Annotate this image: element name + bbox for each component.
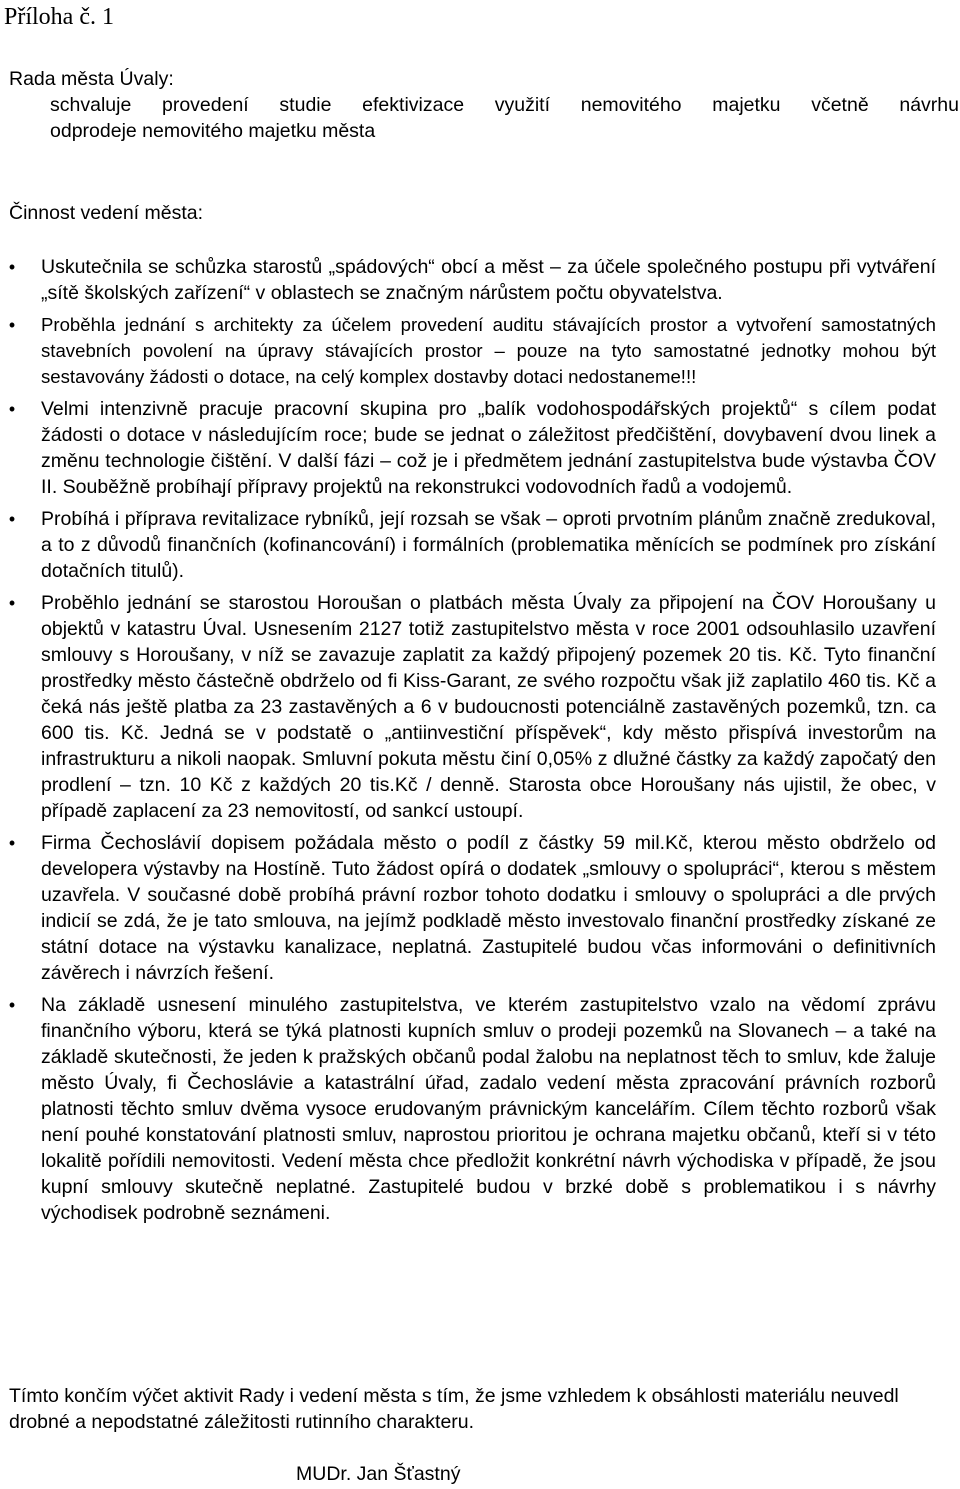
council-resolution-line-1: schvaluje provedení studie efektivizace využití nemovitého majetku včetně návrhu <box>50 94 959 116</box>
bullet-icon: • <box>8 833 16 853</box>
list-item <box>0 830 936 986</box>
list-item-text: Probíhá i příprava revitalizace rybníků, její rozsah se však – oproti prvotním plánům značně zredukoval, a to z důvodů finančních (kofinancování) i formálních (problematika měnících se podmínek pro získání dotačních titulů). <box>41 508 936 582</box>
list-item <box>0 590 936 824</box>
list-item-text: Proběhla jednání s architekty za účelem provedení auditu stávajících prostor a vytvoření samostatných stavebních povolení na úpravy stávajících prostor – pouze na tyto samostatné jednotky mohou být sestavovány žádosti o dotace, na celý komplex dostavby dotaci nedostaneme!!! <box>41 314 936 387</box>
list-item-text: Uskutečnila se schůzka starostů „spádových“ obcí a měst – za účele společného postupu při vytváření „sítě školských zařízení“ v oblastech se značným nárůstem počtu obyvatelstva. <box>41 256 936 304</box>
list-item-text: Velmi intenzivně pracuje pracovní skupina pro „balík vodohospodářských projektů“ s cílem podat žádosti o dotace v následujícím roce; bude se jednat o záležitost předčištění, dovybavení dvou linek a změnu technologie čištění. V další fázi – což je i předmětem jednání zastupitelstva bude výstavba ČOV II. Souběžně probíhají přípravy projektů na rekonstrukci vodovodních řadů a vodojemů. <box>41 398 936 498</box>
council-resolution <box>50 92 959 144</box>
list-item <box>0 396 936 500</box>
list-item <box>0 312 936 390</box>
signature: MUDr. Jan Šťastný <box>296 1463 461 1485</box>
list-item-text: Na základě usnesení minulého zastupitelstva, ve kterém zastupitelstvo vzalo na vědomí zprávu finančního výboru, která se týká platnosti kupních smluv o prodeji pozemků na Slovanech – a také na základě skutečnosti, že jeden k pražských občanů podal žalobu na neplatnost těch to smluv, kde žaluje město Úvaly, fi Čechoslávie a katastrální úřad, zadalo vedení města zpracování právních rozborů platnosti těchto smluv dvěma vysoce erudovaným právnickým kancelářím. Cílem těchto rozborů však není pouhé konstatování platnosti smluv, naprostou prioritou je ochrana majetku občanů, kteří si v této lokalitě pořídili nemovitosti. Vedení města chce předložit konkrétní návrh východiska v případě, že jsou kupní smlouvy skutečně neplatné. Zastupitelé budou v brzké době s problematikou i s návrhy východisek podrobně seznámeni. <box>41 994 936 1224</box>
activity-list <box>0 254 960 1226</box>
list-item-text: Proběhlo jednání se starostou Horoušan o platbách města Úvaly za připojení na ČOV Horoušany u objektů v katastru Úval. Usnesením 2127 totiž zastupitelstvo města v roce 2001 odsouhlasilo uzavření smlouvy s Horoušany, v níž se zavazuje zaplatit za každý připojený pozemek 20 tis. Kč. Tyto finanční prostředky město částečně obdrželo od fi Kiss-Garant, ze svého rozpočtu však již zaplatilo 460 tis. Kč a čeká nás ještě platba za 23 zastavěných a 6 v budoucnosti potenciálně zastavěných pozemků, tzn. ca 600 tis. Kč. Jedná se v podstatě o „antiinvestiční příspěvek“, kdy město přispívá investorům na infrastrukturu a nikoli naopak. Smluvní pokuta městu činí 0,05% z dlužné částky za každý započatý den prodlení – tzn. 10 Kč z každých 20 tis.Kč / denně. Starosta obce Horoušany nás ujistil, že obec, v případě zaplacení za 23 nemovitostí, od sankcí ustoupí. <box>41 592 936 822</box>
bullet-icon: • <box>8 257 16 277</box>
council-section <box>9 66 959 144</box>
activity-heading: Činnost vedení města: <box>9 202 204 224</box>
list-item <box>0 506 936 584</box>
list-item <box>0 992 936 1226</box>
bullet-icon: • <box>8 315 16 335</box>
council-resolution-line-2: odprodeje nemovitého majetku města <box>50 120 376 142</box>
bullet-icon: • <box>8 593 16 613</box>
bullet-icon: • <box>8 995 16 1015</box>
council-heading: Rada města Úvaly: <box>9 68 174 90</box>
list-item <box>0 254 936 306</box>
bullet-icon: • <box>8 399 16 419</box>
closing-paragraph: Tímto končím výčet aktivit Rady i vedení města s tím, že jsme vzhledem k obsáhlosti materiálu neuvedl drobné a nepodstatné záležitosti rutinního charakteru. <box>9 1385 899 1433</box>
annex-label: Příloha č. 1 <box>4 4 114 30</box>
list-item-text: Firma Čechoslávií dopisem požádala město o podíl z částky 59 mil.Kč, kterou město obdrželo od developera výstavby na Hostíně. Tuto žádost opírá o dodatek „smlouvy o spolupráci“, kterou s městem uzavřela. V současné době probíhá právní rozbor tohoto dodatku i smlouvy o spolupráci a dle prvých indicií se zdá, že je tato smlouva, na jejímž podkladě město investovalo finanční prostředky získané ze státní dotace na výstavku kanalizace, neplatná. Zastupitelé budou včas informováni o definitivních závěrech i návrzích řešení. <box>41 832 936 984</box>
bullet-icon: • <box>8 509 16 529</box>
